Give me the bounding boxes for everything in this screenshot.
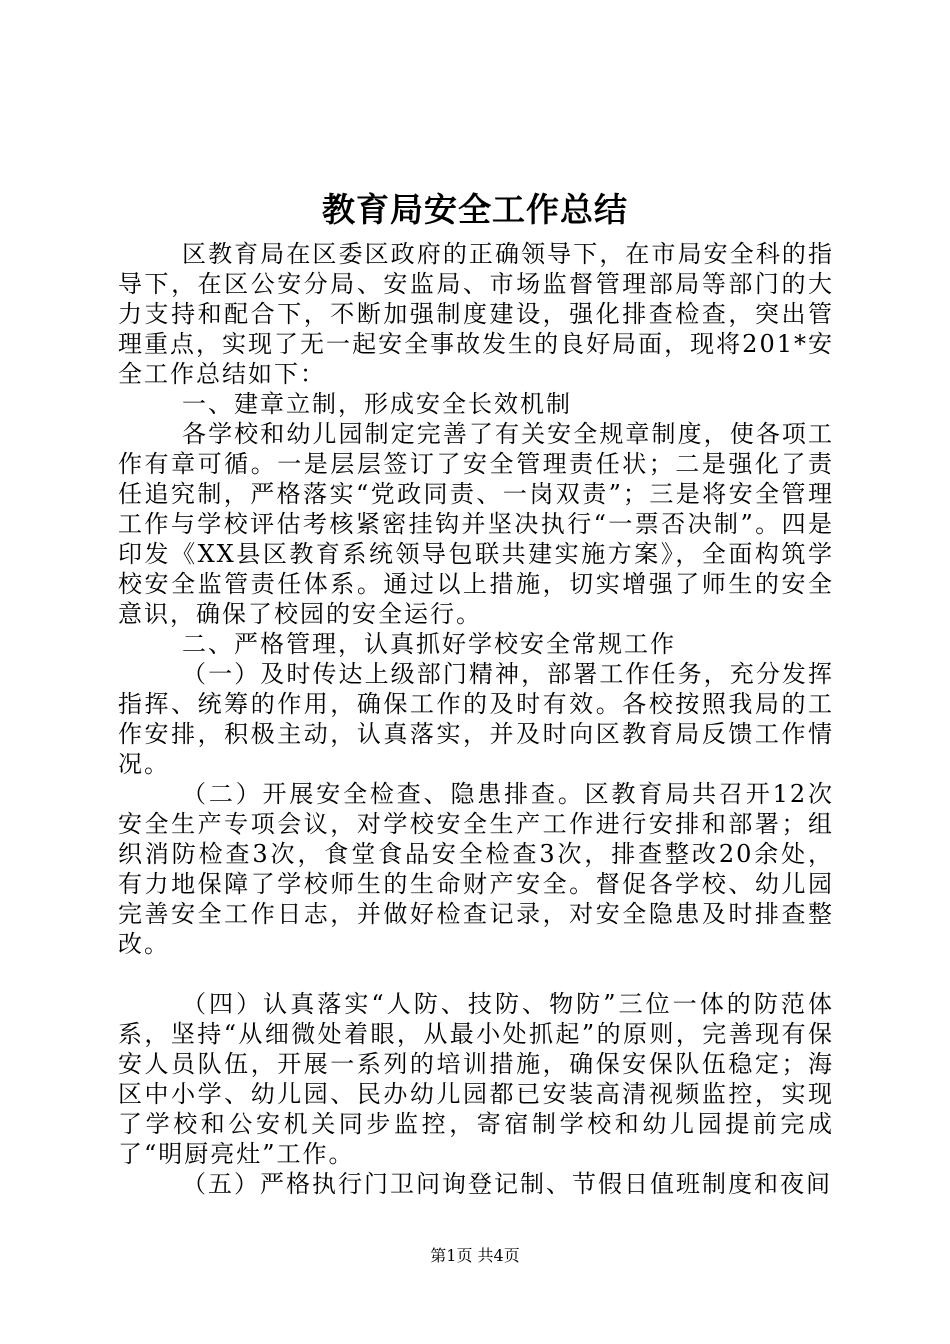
page-footer: 第1页 共4页 [430,1246,520,1265]
body-paragraph: （四）认真落实“人防、技防、物防”三位一体的防范体系，坚持“从细微处着眼，从最小处抓起”的原则，完善现有保安人员队伍，开展一系列的培训措施，确保安保队伍稳定；海区中小学、幼儿园、民办幼儿园都已安装高清视频监控，实现了学校和公安机关同步监控，寄宿制学校和幼儿园提前完成了“明厨亮灶”工作。 [118,990,834,1168]
intro-paragraph: 区教育局在区委区政府的正确领导下，在市局安全科的指导下，在区公安分局、安监局、市场监督管理部局等部门的大力支持和配合下，不断加强制度建设，强化排查检查，突出管理重点，实现了无一起安全事故发生的良好局面，现将201*安全工作总结如下： [118,240,834,388]
section-heading-1: 一、建章立制，形成安全长效机制 [182,390,572,418]
body-paragraph: （二）开展安全检查、隐患排查。区教育局共召开12次安全生产专项会议，对学校安全生产工作进行安排和部署；组织消防检查3次，食堂食品安全检查3次，排查整改20余处，有力地保障了学校师生的生命财产安全。督促各学校、幼儿园完善安全工作日志，并做好检查记录，对安全隐患及时排查整改。 [118,780,834,958]
body-paragraph: 各学校和幼儿园制定完善了有关安全规章制度，使各项工作有章可循。一是层层签订了安全管理责任状；二是强化了责任追究制，严格落实“党政同责、一岗双责”；三是将安全管理工作与学校评估考核紧密挂钩并坚决执行“一票否决制”。四是印发《XX县区教育系统领导包联共建实施方案》，全面构筑学校安全监管责任体系。通过以上措施，切实增强了师生的安全意识，确保了校园的安全运行。 [118,420,834,628]
document-body [118,239,834,1199]
document-title: 教育局安全工作总结 [322,190,628,229]
body-paragraph: （五）严格执行门卫问询登记制、节假日值班制度和夜间 [182,1170,832,1198]
section-heading-2: 二、严格管理，认真抓好学校安全常规工作 [182,630,676,658]
body-paragraph: （一）及时传达上级部门精神，部署工作任务，充分发挥指挥、统筹的作用，确保工作的及时有效。各校按照我局的工作安排，积极主动，认真落实，并及时向区教育局反馈工作情况。 [118,660,834,778]
